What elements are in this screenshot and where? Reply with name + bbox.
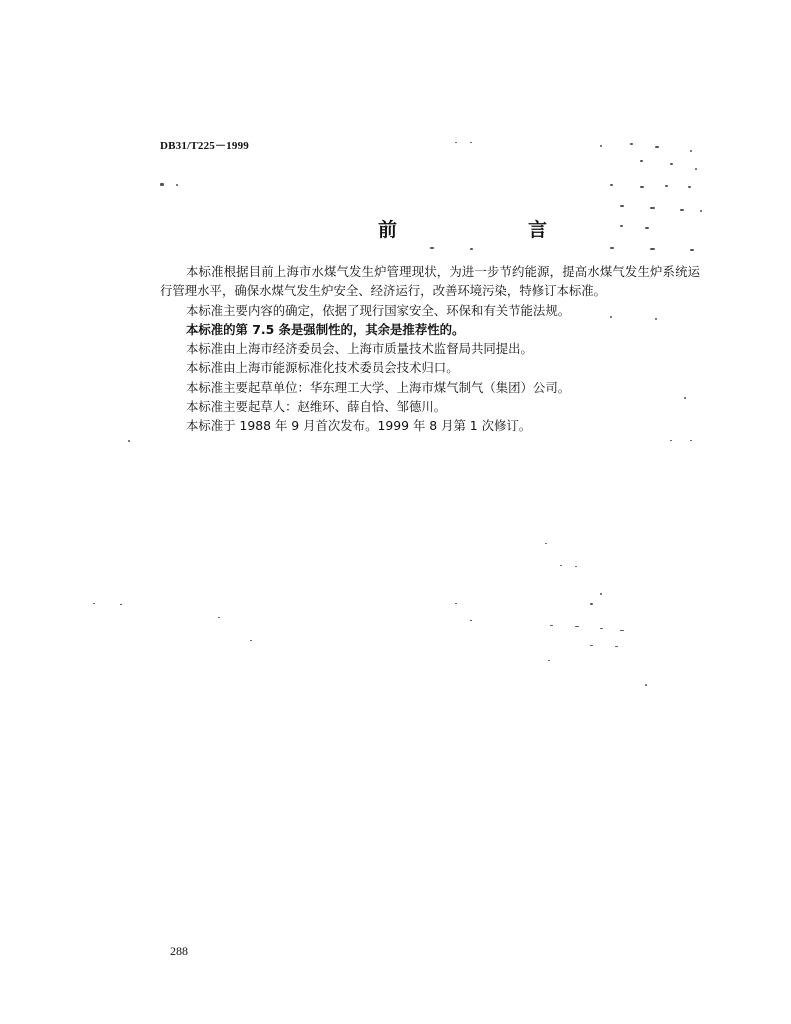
paragraph-proposer: 本标准由上海市经济委员会、上海市质量技术监督局共同提出。 [186,341,533,357]
paragraph-history: 本标准于 1988 年 9 月首次发布。1999 年 8 月第 1 次修订。 [186,418,532,434]
paragraph-drafters: 本标准主要起草人：赵维环、薛自恰、邹德川。 [186,399,447,415]
paragraph-responsible-committee: 本标准由上海市能源标准化技术委员会技术归口。 [186,360,459,376]
paragraph-basis: 本标准主要内容的确定，依据了现行国家安全、环保和有关节能法规。 [186,302,571,318]
foreword-body [160,262,700,436]
paragraph-purpose: 本标准根据目前上海市水煤气发生炉管理现状，为进一步节约能源，提高水煤气发生炉系统运行管理水平，确保水煤气发生炉安全、经济运行，改善环境污染，特修订本标准。 [160,264,700,299]
paragraph-drafting-units: 本标准主要起草单位：华东理工大学、上海市煤气制气（集团）公司。 [186,379,571,395]
paragraph-mandatory-clause: 本标准的第 7.5 条是强制性的，其余是推荐性的。 [186,321,465,337]
section-title: 前 言 [378,219,604,241]
page-number: 288 [170,944,188,958]
standard-code: DB31/T225－1999 [160,140,249,152]
